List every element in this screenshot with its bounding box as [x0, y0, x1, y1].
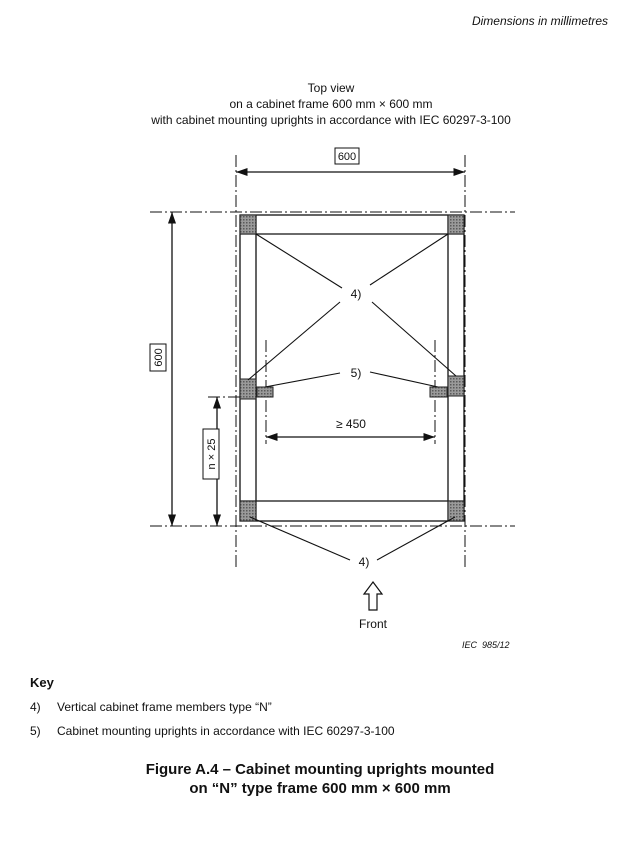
- diagram-title: [150, 81, 511, 127]
- key-item: [30, 701, 395, 713]
- caption-line-2: on “N” type frame 600 mm × 600 mm: [189, 780, 451, 797]
- mounting-uprights: [257, 387, 447, 397]
- mounting-upright-right: [430, 387, 447, 397]
- callout-frame-top: 4): [350, 287, 362, 301]
- front-arrow-icon: [364, 582, 382, 610]
- pitch-dimension-value: n × 25: [206, 438, 218, 470]
- title-line-2: on a cabinet frame 600 mm × 600 mm: [229, 97, 433, 111]
- key-item-text: Vertical cabinet frame members type “N”: [57, 700, 272, 714]
- spacing-dimension-value: ≥ 450: [336, 417, 366, 431]
- callout-uprights: 5): [350, 366, 362, 380]
- key-item: [30, 725, 395, 737]
- frame-member-bottom-right: [448, 501, 464, 521]
- key-item-number: 5): [30, 724, 41, 738]
- frame-member-mid-left: [240, 379, 256, 399]
- mounting-upright-left: [257, 387, 273, 397]
- key-item-number: 4): [30, 700, 41, 714]
- frame-member-top-left: [240, 215, 256, 234]
- width-dimension-value: 600: [337, 151, 357, 163]
- units-note: Dimensions in millimetres: [471, 14, 608, 28]
- frame-member-mid-right: [448, 376, 464, 396]
- key-item-text: Cabinet mounting uprights in accordance with IEC 60297-3-100: [57, 724, 395, 738]
- title-line-1: Top view: [307, 81, 355, 95]
- reference-code: IEC 985/12: [462, 640, 510, 650]
- key-section: [30, 676, 395, 749]
- height-dimension-value: 600: [153, 348, 165, 367]
- key-title: Key: [30, 675, 54, 690]
- front-label: Front: [358, 617, 388, 631]
- frame-member-top-right: [448, 215, 464, 234]
- figure-caption: [0, 760, 640, 798]
- leader-lines: [248, 234, 456, 560]
- title-line-3: with cabinet mounting uprights in accordance with IEC 60297-3-100: [151, 113, 511, 127]
- caption-line-1: Figure A.4 – Cabinet mounting uprights mounted: [145, 761, 495, 778]
- callout-frame-bottom: 4): [358, 555, 370, 569]
